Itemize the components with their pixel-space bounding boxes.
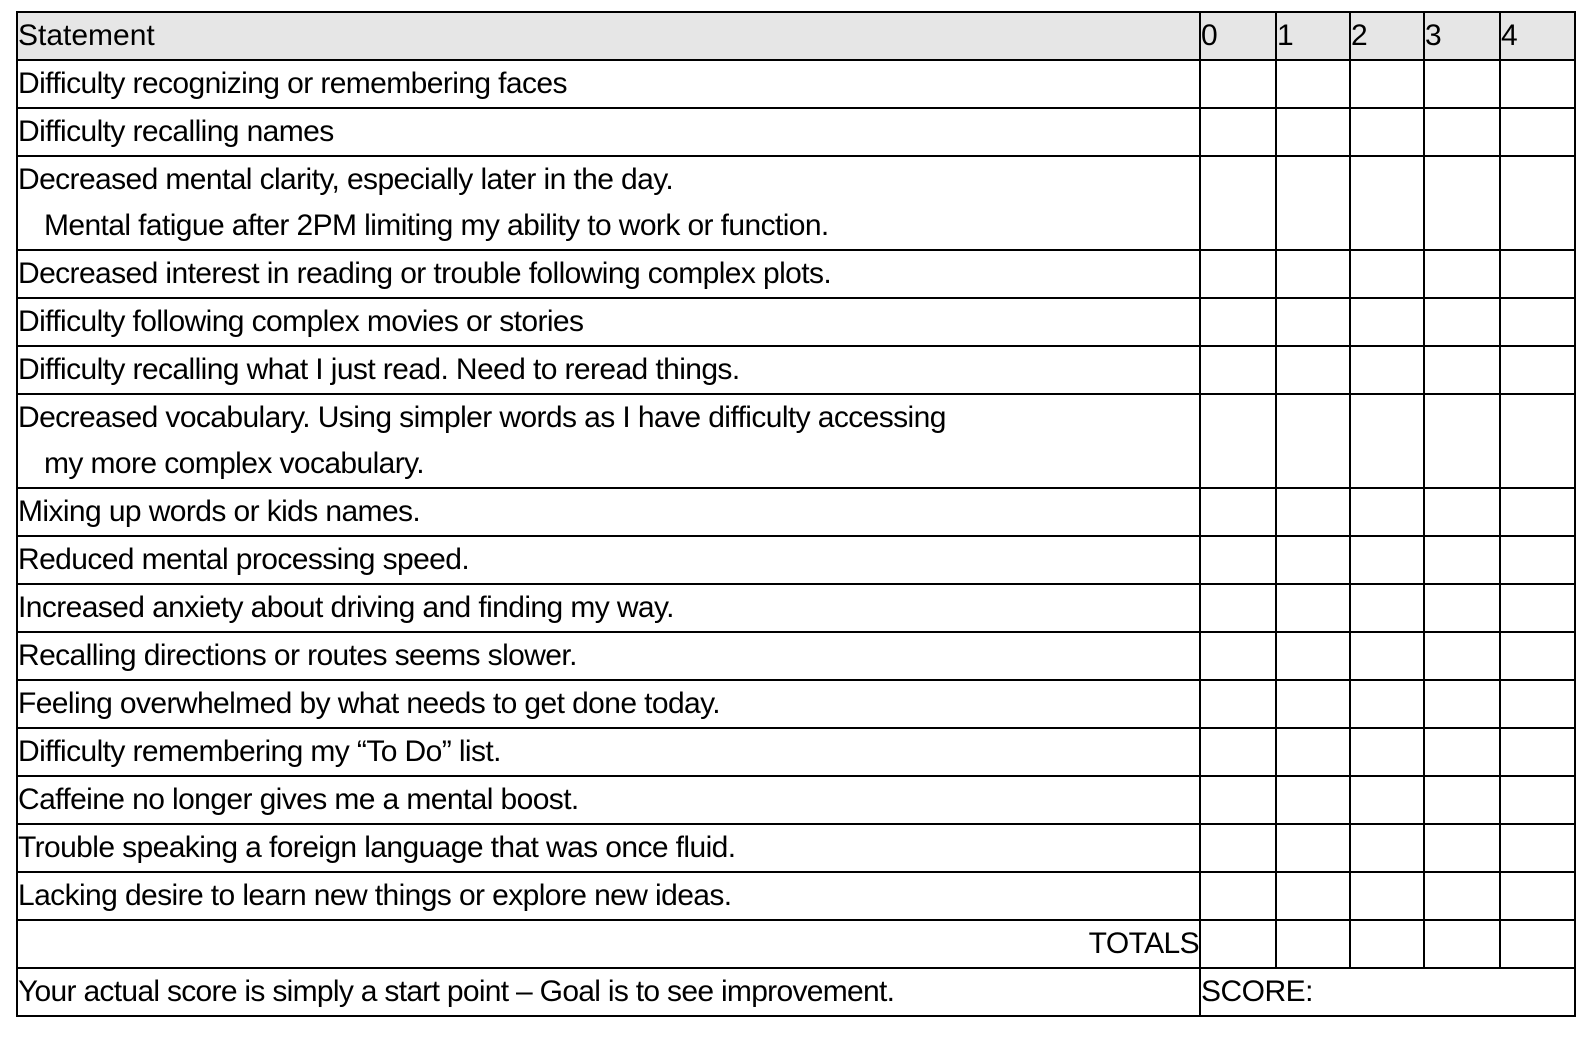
score-cell-0[interactable] [1200,346,1276,394]
statement-line-1: Feeling overwhelmed by what needs to get done today. [18,687,721,720]
score-cell-0[interactable] [1200,824,1276,872]
score-cell-4[interactable] [1500,632,1575,680]
statement-line-1: Lacking desire to learn new things or explore new ideas. [18,879,732,912]
score-label: SCORE: [1201,975,1314,1008]
score-cell-4[interactable] [1500,60,1575,108]
statement-row [17,584,1575,632]
score-cell-0[interactable] [1200,488,1276,536]
score-cell-0[interactable] [1200,298,1276,346]
score-cell-3[interactable] [1424,632,1500,680]
statement-line-1: Decreased interest in reading or trouble following complex plots. [18,257,832,290]
score-cell-1[interactable] [1276,872,1350,920]
score-cell-2[interactable] [1350,488,1424,536]
score-cell-4[interactable] [1500,394,1575,488]
score-cell-4[interactable] [1500,156,1575,250]
statement-text [17,488,1200,536]
score-cell-0[interactable] [1200,632,1276,680]
score-cell-3[interactable] [1424,728,1500,776]
score-cell-2[interactable] [1350,108,1424,156]
score-cell-2[interactable] [1350,872,1424,920]
header-row [17,12,1575,60]
score-cell-4[interactable] [1500,346,1575,394]
score-column-header-3: 3 [1424,12,1500,60]
statement-line-1: Trouble speaking a foreign language that was once fluid. [18,831,736,864]
score-cell-3[interactable] [1424,776,1500,824]
score-field[interactable] [1200,968,1575,1016]
statement-row [17,536,1575,584]
score-cell-1[interactable] [1276,298,1350,346]
score-cell-4[interactable] [1500,488,1575,536]
score-cell-1[interactable] [1276,680,1350,728]
statement-text [17,728,1200,776]
score-cell-3[interactable] [1424,298,1500,346]
statement-line-1: Mixing up words or kids names. [18,495,421,528]
score-cell-1[interactable] [1276,250,1350,298]
score-cell-2[interactable] [1350,156,1424,250]
statement-line-1: Difficulty recalling what I just read. Need to reread things. [18,353,740,386]
score-cell-0[interactable] [1200,394,1276,488]
score-cell-0[interactable] [1200,156,1276,250]
score-cell-2[interactable] [1350,394,1424,488]
score-cell-0[interactable] [1200,728,1276,776]
statement-text [17,584,1200,632]
statement-row [17,298,1575,346]
score-cell-4[interactable] [1500,584,1575,632]
score-cell-4[interactable] [1500,872,1575,920]
statement-row [17,632,1575,680]
total-cell-2[interactable] [1350,920,1424,968]
statement-text [17,680,1200,728]
statement-line-1: Difficulty remembering my “To Do” list. [18,735,501,768]
goal-note: Your actual score is simply a start point – Goal is to see improvement. [17,968,1200,1016]
statement-row [17,346,1575,394]
total-cell-4[interactable] [1500,920,1575,968]
statement-text [17,156,1200,250]
score-cell-1[interactable] [1276,824,1350,872]
score-column-header-2: 2 [1350,12,1424,60]
score-cell-1[interactable] [1276,776,1350,824]
score-cell-1[interactable] [1276,536,1350,584]
score-cell-1[interactable] [1276,488,1350,536]
symptom-score-table [16,11,1576,1017]
statement-text [17,632,1200,680]
score-cell-2[interactable] [1350,584,1424,632]
score-cell-1[interactable] [1276,346,1350,394]
score-cell-1[interactable] [1276,632,1350,680]
score-cell-1[interactable] [1276,728,1350,776]
statement-line-2: my more complex vocabulary. [44,447,425,480]
score-cell-3[interactable] [1424,584,1500,632]
statement-column-header: Statement [17,12,1200,60]
statement-line-1: Caffeine no longer gives me a mental boost. [18,783,579,816]
score-cell-3[interactable] [1424,156,1500,250]
score-cell-0[interactable] [1200,680,1276,728]
score-cell-1[interactable] [1276,108,1350,156]
score-cell-4[interactable] [1500,108,1575,156]
score-cell-4[interactable] [1500,298,1575,346]
score-cell-2[interactable] [1350,250,1424,298]
statement-rows [17,60,1575,920]
score-column-header-1: 1 [1276,12,1350,60]
statement-text [17,776,1200,824]
score-cell-0[interactable] [1200,108,1276,156]
score-cell-4[interactable] [1500,680,1575,728]
score-cell-1[interactable] [1276,584,1350,632]
statement-line-1: Increased anxiety about driving and finding my way. [18,591,674,624]
score-cell-4[interactable] [1500,536,1575,584]
score-cell-0[interactable] [1200,872,1276,920]
score-row [17,968,1575,1016]
score-cell-3[interactable] [1424,394,1500,488]
statement-text [17,872,1200,920]
score-cell-1[interactable] [1276,60,1350,108]
total-cell-1[interactable] [1276,920,1350,968]
totals-label: TOTALS [17,920,1200,968]
statement-row [17,108,1575,156]
score-cell-3[interactable] [1424,108,1500,156]
statement-line-1: Recalling directions or routes seems slower. [18,639,577,672]
score-cell-2[interactable] [1350,728,1424,776]
score-column-header-0: 0 [1200,12,1276,60]
statement-text [17,298,1200,346]
score-cell-3[interactable] [1424,680,1500,728]
score-cell-2[interactable] [1350,536,1424,584]
statement-row [17,824,1575,872]
score-cell-0[interactable] [1200,584,1276,632]
statement-row [17,488,1575,536]
statement-row [17,728,1575,776]
statement-row [17,60,1575,108]
score-cell-3[interactable] [1424,536,1500,584]
score-cell-4[interactable] [1500,728,1575,776]
score-cell-2[interactable] [1350,632,1424,680]
score-cell-1[interactable] [1276,394,1350,488]
statement-text [17,536,1200,584]
score-cell-3[interactable] [1424,872,1500,920]
statement-text [17,346,1200,394]
score-cell-2[interactable] [1350,298,1424,346]
statement-line-1: Difficulty recalling names [18,115,334,148]
score-cell-2[interactable] [1350,346,1424,394]
statement-line-1: Difficulty following complex movies or stories [18,305,584,338]
score-cell-2[interactable] [1350,60,1424,108]
score-cell-0[interactable] [1200,250,1276,298]
statement-row [17,156,1575,250]
score-cell-3[interactable] [1424,488,1500,536]
score-cell-3[interactable] [1424,346,1500,394]
statement-row [17,394,1575,488]
statement-row [17,250,1575,298]
totals-row [17,920,1575,968]
score-cell-0[interactable] [1200,776,1276,824]
total-cell-3[interactable] [1424,920,1500,968]
score-cell-2[interactable] [1350,824,1424,872]
statement-line-1: Difficulty recognizing or remembering faces [18,67,567,100]
score-cell-4[interactable] [1500,824,1575,872]
score-column-header-4: 4 [1500,12,1575,60]
score-cell-3[interactable] [1424,250,1500,298]
statement-text [17,824,1200,872]
statement-text [17,60,1200,108]
score-cell-4[interactable] [1500,776,1575,824]
statement-row [17,776,1575,824]
statement-row [17,872,1575,920]
statement-text [17,394,1200,488]
score-cell-1[interactable] [1276,156,1350,250]
statement-text [17,250,1200,298]
statement-text [17,108,1200,156]
score-cell-3[interactable] [1424,60,1500,108]
score-cell-0[interactable] [1200,536,1276,584]
score-cell-3[interactable] [1424,824,1500,872]
total-cell-0[interactable] [1200,920,1276,968]
statement-line-1: Decreased vocabulary. Using simpler words as I have difficulty accessing [18,401,946,434]
statement-row [17,680,1575,728]
score-cell-2[interactable] [1350,680,1424,728]
statement-line-1: Reduced mental processing speed. [18,543,470,576]
score-cell-2[interactable] [1350,776,1424,824]
statement-line-2: Mental fatigue after 2PM limiting my ability to work or function. [44,209,829,242]
statement-line-1: Decreased mental clarity, especially later in the day. [18,163,674,196]
score-cell-0[interactable] [1200,60,1276,108]
score-cell-4[interactable] [1500,250,1575,298]
